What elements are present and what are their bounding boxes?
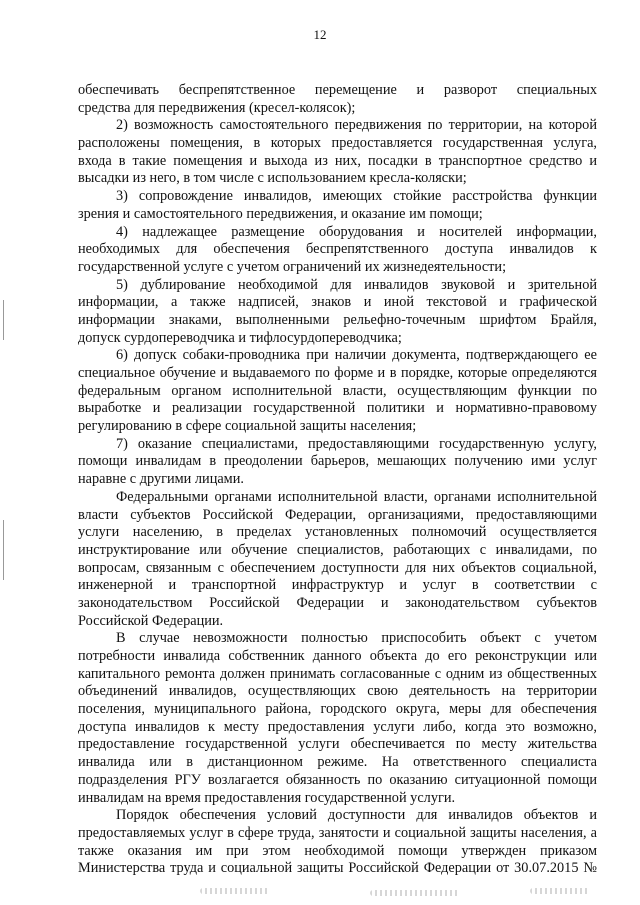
text-line: инструктирование или обучение специалистов, работающих с инвалидами, по xyxy=(78,541,597,558)
text-line: федеральным органом исполнительной власти, осуществляющим функции по xyxy=(78,382,597,399)
scan-smudge xyxy=(200,888,270,894)
text-line: обеспечивать беспрепятственное перемещение и разворот специальных xyxy=(78,82,597,98)
scan-smudge xyxy=(530,888,590,894)
text-line: предоставляемых услуг в сфере труда, занятости и социальной защиты населения, а xyxy=(78,824,597,841)
text-line: Министерства труда и социальной защиты Российской Федерации от 30.07.2015 № xyxy=(78,860,597,877)
text-line: Российской Федерации. xyxy=(78,612,224,629)
text-line: также оказания им при этом необходимой помощи утвержден приказом xyxy=(78,842,597,859)
text-line: зрения и самостоятельного передвижения, и оказание им помощи; xyxy=(78,205,483,222)
text-line: В случае невозможности полностью приспособить объект с учетом xyxy=(116,630,597,647)
text-line: государственной услуге с учетом ограничений их жизнедеятельности; xyxy=(78,258,507,275)
scan-smudge xyxy=(370,890,460,896)
text-line: 5) дублирование необходимой для инвалидов звуковой и зрительной xyxy=(116,276,597,293)
text-line: входа в такие помещения и выхода из них, посадки в транспортное средство и xyxy=(78,152,597,169)
text-line: власти субъектов Российской Федерации, организациями, предоставляющими xyxy=(78,506,597,523)
text-line: подразделения РГУ возлагается обязанность по оказанию ситуационной помощи xyxy=(78,771,597,788)
text-line: инвалида или в дистанционном режиме. На ответственного специалиста xyxy=(78,754,597,771)
text-line: 6) допуск собаки-проводника при наличии документа, подтверждающего ее xyxy=(116,347,597,364)
text-line: законодательством Российской Федерации и законодательством субъектов xyxy=(78,594,597,611)
text-line: высадки из него, в том числе с использованием кресла-коляски; xyxy=(78,170,467,187)
scan-edge-mark xyxy=(3,520,4,580)
body-text xyxy=(78,82,597,878)
text-line: средства для передвижения (кресел-колясок); xyxy=(78,99,356,116)
text-line: инженерной и транспортной инфраструктур и услуг в соответствии с xyxy=(78,577,597,594)
text-line: регулированию в сфере социальной защиты населения; xyxy=(78,418,417,435)
text-line: допуск сурдопереводчика и тифлосурдопереводчика; xyxy=(78,329,402,346)
text-line: наравне с другими лицами. xyxy=(78,471,244,488)
text-line: объединений инвалидов, осуществляющих свою деятельность на территории xyxy=(78,683,597,700)
text-line: предоставление государственной услуги обеспечивается по месту жительства xyxy=(78,736,597,753)
text-line: информации, а также надписей, знаков и иной текстовой и графической xyxy=(78,294,597,311)
text-line: потребности инвалида собственник данного объекта до его реконструкции или xyxy=(78,648,597,664)
text-line: вопросам, связанным с обеспечением доступности для них объектов социальной, xyxy=(78,559,597,576)
text-line: информации знаками, выполненными рельефно-точечным шрифтом Брайля, xyxy=(78,311,597,328)
text-line: доступа инвалидов к месту предоставления услуги либо, когда это возможно, xyxy=(78,718,597,735)
text-line: расположены помещения, в которых предоставляется государственная услуга, xyxy=(78,135,597,152)
text-line: 7) оказание специалистами, предоставляющими государственную услугу, xyxy=(116,435,597,452)
page-number: 12 xyxy=(313,27,327,42)
scan-edge-mark xyxy=(3,300,4,340)
text-line: специальное обучение и выдаваемого по форме и в порядке, которые определяются xyxy=(78,365,597,381)
text-line: услуги населению, в пределах установленных полномочий осуществляется xyxy=(78,524,597,541)
text-line: инвалидам на время предоставления государственной услуги. xyxy=(78,789,456,806)
text-line: капитального ремонта должен принимать согласованные с одним из общественных xyxy=(78,665,597,682)
text-line: Порядок обеспечения условий доступности для инвалидов объектов и xyxy=(116,807,597,824)
text-line: 2) возможность самостоятельного передвижения по территории, на которой xyxy=(116,117,597,134)
text-line: Федеральными органами исполнительной власти, органами исполнительной xyxy=(116,488,597,505)
text-line: поселения, муниципального района, городского округа, меры для обеспечения xyxy=(78,701,597,718)
text-line: необходимых для обеспечения беспрепятственного доступа инвалидов к xyxy=(78,241,597,258)
text-line: выработке и реализации государственной политики и нормативно-правовому xyxy=(78,400,597,417)
text-line: 4) надлежащее размещение оборудования и носителей информации, xyxy=(116,223,597,240)
text-line: 3) сопровождение инвалидов, имеющих стойкие расстройства функции xyxy=(116,188,597,205)
text-line: помощи инвалидам в преодолении барьеров, мешающих получению ими услуг xyxy=(78,453,597,470)
